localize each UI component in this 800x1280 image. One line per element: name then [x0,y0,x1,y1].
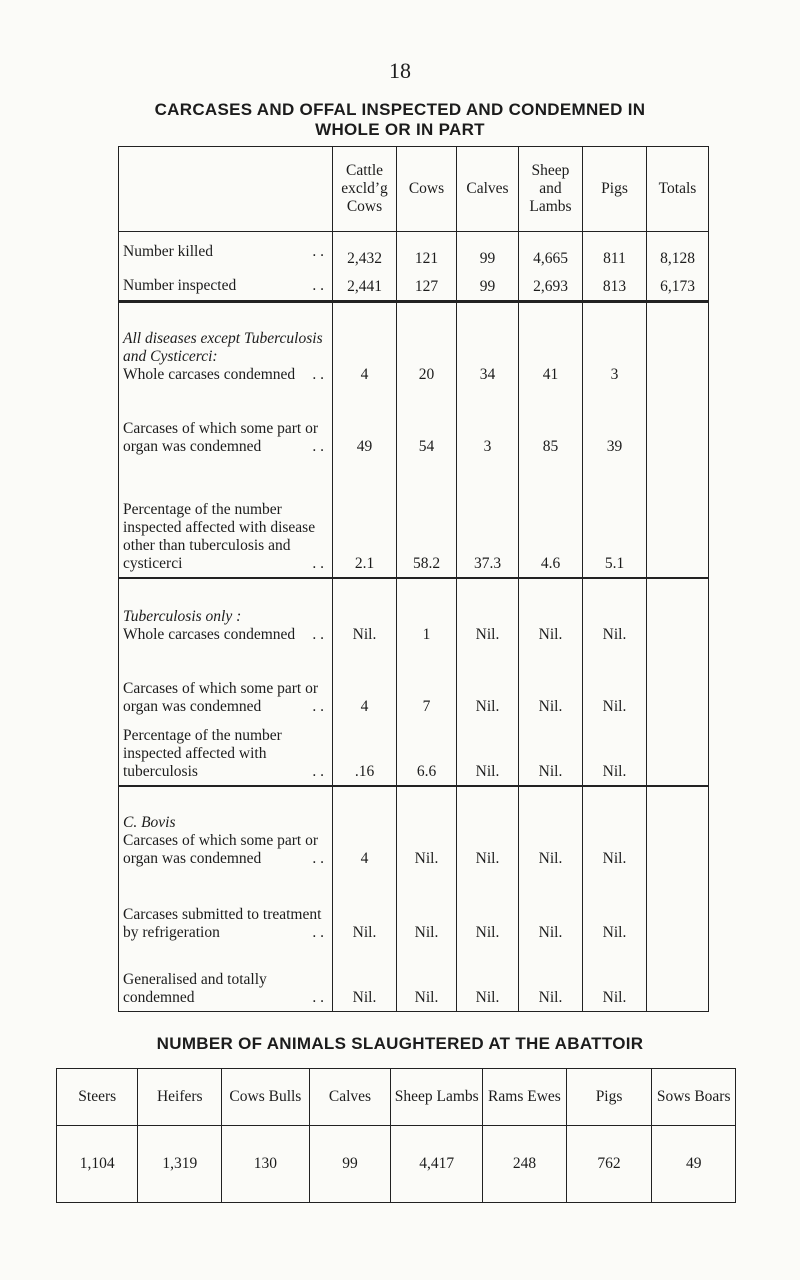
cell [647,872,709,946]
section-heading: All diseases except Tuberculosis and Cysticerci: [123,329,323,365]
table-row [119,272,709,302]
cell: 1 [397,578,457,648]
column-header: Pigs [566,1069,652,1126]
cell: Nil. [519,786,583,872]
cell: 2,441 [333,272,397,302]
row-label: Tuberculosis only : Whole carcases condemned . . [119,578,333,648]
table-row [119,648,709,720]
cell: Nil. [397,872,457,946]
section-heading: Tuberculosis only : [123,607,242,625]
cell: 99 [309,1126,390,1203]
cell: Nil. [457,578,519,648]
header-row [57,1069,736,1126]
cell: 762 [566,1126,652,1203]
cell: 4.6 [519,460,583,578]
cell: Nil. [583,720,647,786]
cell: 54 [397,388,457,460]
cell: 1,319 [138,1126,222,1203]
cell: 2,693 [519,272,583,302]
table-row [119,786,709,872]
cell: Nil. [457,786,519,872]
cell: 3 [583,302,647,388]
cell: 121 [397,232,457,272]
row-label: Carcases submitted to treatment by refrigeration . . [119,872,333,946]
cell: 5.1 [583,460,647,578]
column-header: Sows Boars [652,1069,736,1126]
cell [647,946,709,1012]
cell: 49 [333,388,397,460]
cell: Nil. [519,578,583,648]
table-row [57,1126,736,1203]
column-header: Steers [57,1069,138,1126]
page-number: 18 [389,58,411,83]
cell: Nil. [397,786,457,872]
row-label: Carcases of which some part or organ was condemned . . [119,648,333,720]
cell: Nil. [583,872,647,946]
cell: 6.6 [397,720,457,786]
cell: 130 [222,1126,310,1203]
cell: Nil. [519,720,583,786]
cell: 4 [333,648,397,720]
cell: Nil. [457,720,519,786]
row-label: Percentage of the number inspected affected with disease other than tuberculosis and cysticerci . . [119,460,333,578]
cell: Nil. [457,648,519,720]
cell: 3 [457,388,519,460]
cell: 811 [583,232,647,272]
cell: 7 [397,648,457,720]
cell: 85 [519,388,583,460]
cell: 2.1 [333,460,397,578]
row-label: C. Bovis Carcases of which some part or organ was condemned . . [119,786,333,872]
header-blank [119,147,333,232]
cell: 4,665 [519,232,583,272]
cell: 37.3 [457,460,519,578]
header-row [119,147,709,232]
cell [647,388,709,460]
row-label: Carcases of which some part or organ was condemned . . [119,388,333,460]
page-title-line2: WHOLE OR IN PART [315,120,485,139]
column-header: Calves [457,147,519,232]
cell: Nil. [397,946,457,1012]
cell: 8,128 [647,232,709,272]
column-header: Rams Ewes [483,1069,567,1126]
column-header: Heifers [138,1069,222,1126]
section-heading: C. Bovis [123,813,176,831]
cell: 6,173 [647,272,709,302]
row-label: Number killed . . [119,232,333,272]
cell: 4,417 [391,1126,483,1203]
row-label: Percentage of the number inspected affected with tuberculosis . . [119,720,333,786]
abattoir-table [56,1068,736,1203]
table-row [119,872,709,946]
cell: Nil. [333,946,397,1012]
cell: .16 [333,720,397,786]
cell: 4 [333,786,397,872]
cell: Nil. [333,872,397,946]
cell: Nil. [583,946,647,1012]
table-row [119,302,709,388]
table-row [119,232,709,272]
cell: Nil. [583,786,647,872]
column-header: Cows Bulls [222,1069,310,1126]
inspection-table [118,146,709,1012]
cell: Nil. [583,648,647,720]
cell [647,302,709,388]
cell: 127 [397,272,457,302]
cell: 99 [457,232,519,272]
cell [647,460,709,578]
column-header: Calves [309,1069,390,1126]
cell: Nil. [519,946,583,1012]
cell: Nil. [457,872,519,946]
column-header: Sheep Lambs [391,1069,483,1126]
cell: 2,432 [333,232,397,272]
cell: 99 [457,272,519,302]
table-row [119,720,709,786]
row-label: All diseases except Tuberculosis and Cysticerci: Whole carcases condemned . . [119,302,333,388]
table-row [119,460,709,578]
cell: 20 [397,302,457,388]
column-header: Sheep and Lambs [519,147,583,232]
column-header: Cattle excld’g Cows [333,147,397,232]
abattoir-title: NUMBER OF ANIMALS SLAUGHTERED AT THE ABATTOIR [156,1034,644,1053]
cell: 813 [583,272,647,302]
cell: 41 [519,302,583,388]
cell: Nil. [519,648,583,720]
cell [647,578,709,648]
cell: 58.2 [397,460,457,578]
row-label: Number inspected . . [119,272,333,302]
column-header: Pigs [583,147,647,232]
column-header: Cows [397,147,457,232]
cell: 1,104 [57,1126,138,1203]
cell: Nil. [519,872,583,946]
page-title: CARCASES AND OFFAL INSPECTED AND CONDEMNED IN [154,100,646,119]
cell: 39 [583,388,647,460]
table-row [119,388,709,460]
table-row [119,946,709,1012]
cell [647,720,709,786]
row-label: Generalised and totally condemned . . [119,946,333,1012]
cell: Nil. [583,578,647,648]
column-header: Totals [647,147,709,232]
table-row [119,578,709,648]
cell [647,786,709,872]
cell: Nil. [457,946,519,1012]
cell: 4 [333,302,397,388]
cell: Nil. [333,578,397,648]
cell [647,648,709,720]
cell: 248 [483,1126,567,1203]
cell: 49 [652,1126,736,1203]
cell: 34 [457,302,519,388]
